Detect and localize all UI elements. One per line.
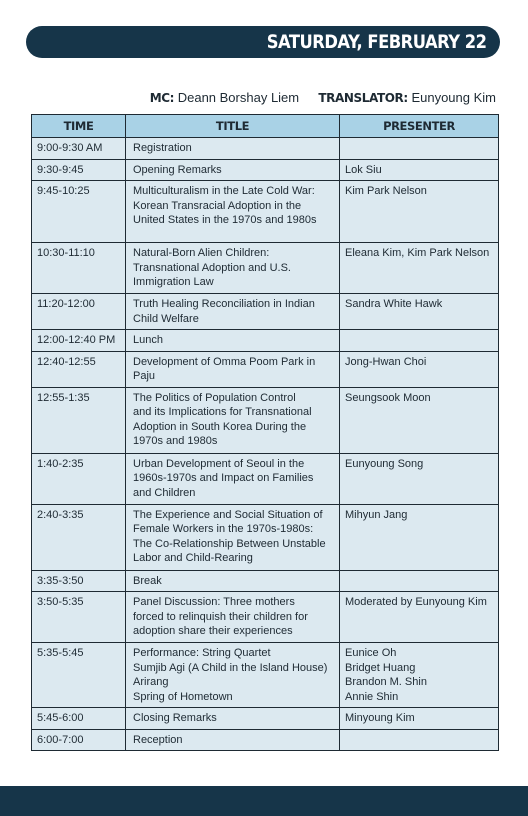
- time-cell: 9:45-10:25: [32, 181, 126, 243]
- presenter-cell: [340, 138, 499, 160]
- presenter-cell: [340, 387, 499, 453]
- title-cell: [126, 504, 340, 570]
- title-line: Arirang: [133, 676, 169, 688]
- day-header-bar: [26, 26, 500, 58]
- title-line: Panel Discussion: Three mothers: [133, 596, 295, 608]
- title-cell: [126, 159, 340, 181]
- title-line: Natural-Born Alien Children:: [133, 247, 270, 259]
- presenter-name: Eunyoung Song: [345, 457, 424, 470]
- presenter-cell: [340, 159, 499, 181]
- title-line: Registration: [133, 142, 192, 154]
- table-row: [32, 387, 499, 453]
- title-cell: [126, 243, 340, 294]
- table-row: [32, 243, 499, 294]
- time-cell: 3:35-3:50: [32, 570, 126, 592]
- title-line: United States in the 1970s and 1980s: [133, 214, 317, 226]
- title-line: Truth Healing Reconciliation in Indian: [133, 298, 315, 310]
- title-line: and Children: [133, 486, 196, 499]
- presenter-name: Brandon M. Shin: [345, 676, 427, 688]
- title-line: Paju: [133, 370, 156, 382]
- presenter-cell: [340, 592, 499, 643]
- presenter-name: Eunice Oh: [345, 647, 397, 659]
- title-line: Lunch: [133, 334, 163, 346]
- time-column-header: TIME: [32, 115, 126, 138]
- table-header-row: [32, 115, 499, 138]
- table-row: [32, 592, 499, 643]
- title-line: Spring of Hometown: [133, 690, 233, 703]
- title-line: Sumjib Agi (A Child in the Island House): [133, 661, 328, 674]
- title-cell: [126, 387, 340, 453]
- presenter-column-header: PRESENTER: [340, 115, 499, 138]
- table-row: [32, 138, 499, 160]
- title-line: Multiculturalism in the Late Cold War:: [133, 185, 315, 197]
- title-line: The Experience and Social Situation of: [133, 508, 323, 521]
- time-cell: 12:55-1:35: [32, 387, 126, 453]
- presenter-cell: [340, 504, 499, 570]
- table-row: [32, 729, 499, 751]
- title-line: Opening Remarks: [133, 163, 222, 176]
- day-title: SATURDAY, FEBRUARY 22: [266, 31, 486, 53]
- title-line: Adoption in South Korea During the: [133, 420, 307, 433]
- title-cell: [126, 138, 340, 160]
- time-cell: 12:00-12:40 PM: [32, 330, 126, 352]
- time-cell: 6:00-7:00: [32, 729, 126, 751]
- title-line: 1960s-1970s and Impact on Families: [133, 472, 314, 484]
- presenter-cell: [340, 243, 499, 294]
- title-line: The Politics of Population Control: [133, 391, 296, 404]
- footer-bar: [0, 786, 528, 816]
- presenter-name: Annie Shin: [345, 690, 399, 703]
- event-credits: [150, 89, 496, 107]
- presenter-cell: [340, 570, 499, 592]
- title-cell: [126, 729, 340, 751]
- presenter-name: Jong-Hwan Choi: [345, 355, 427, 368]
- title-line: Performance: String Quartet: [133, 647, 271, 659]
- presenter-cell: [340, 330, 499, 352]
- time-cell: 5:45-6:00: [32, 708, 126, 730]
- title-cell: [126, 708, 340, 730]
- title-cell: [126, 592, 340, 643]
- title-line: Reception: [133, 733, 183, 746]
- table-row: [32, 504, 499, 570]
- title-line: 1970s and 1980s: [133, 435, 218, 447]
- table-row: [32, 351, 499, 387]
- table-row: [32, 643, 499, 708]
- presenter-cell: [340, 708, 499, 730]
- title-cell: [126, 643, 340, 708]
- table-row: [32, 453, 499, 504]
- table-row: [32, 159, 499, 181]
- title-line: Korean Transracial Adoption in the: [133, 199, 302, 212]
- title-cell: [126, 330, 340, 352]
- presenter-cell: [340, 181, 499, 243]
- title-line: Female Workers in the 1970s-1980s:: [133, 523, 314, 535]
- title-line: Labor and Child-Rearing: [133, 552, 253, 564]
- time-cell: 10:30-11:10: [32, 243, 126, 294]
- time-cell: 11:20-12:00: [32, 294, 126, 330]
- presenter-name: Bridget Huang: [345, 661, 416, 674]
- time-cell: 12:40-12:55: [32, 351, 126, 387]
- table-row: [32, 294, 499, 330]
- title-line: adoption share their experiences: [133, 625, 293, 637]
- title-line: forced to relinquish their children for: [133, 610, 308, 623]
- title-cell: [126, 351, 340, 387]
- mc-label: MC:: [149, 91, 175, 105]
- time-cell: 9:30-9:45: [32, 159, 126, 181]
- time-cell: 5:35-5:45: [32, 643, 126, 708]
- table-row: [32, 330, 499, 352]
- time-cell: 2:40-3:35: [32, 504, 126, 570]
- title-line: and its Implications for Transnational: [133, 406, 312, 418]
- title-line: The Co-Relationship Between Unstable: [133, 537, 326, 550]
- presenter-name: Seungsook Moon: [345, 391, 431, 404]
- translator-label: TRANSLATOR:: [318, 91, 408, 105]
- table-row: [32, 708, 499, 730]
- presenter-name: Mihyun Jang: [345, 508, 408, 521]
- table-row: [32, 570, 499, 592]
- title-line: Urban Development of Seoul in the: [133, 457, 305, 470]
- presenter-cell: [340, 294, 499, 330]
- title-line: Break: [133, 574, 162, 587]
- presenter-name: Sandra White Hawk: [345, 298, 443, 310]
- presenter-cell: [340, 729, 499, 751]
- schedule-table: [31, 114, 499, 751]
- title-line: Immigration Law: [133, 276, 214, 288]
- title-line: Closing Remarks: [133, 712, 217, 724]
- presenter-name: Lok Siu: [345, 163, 382, 176]
- table-row: [32, 181, 499, 243]
- title-line: Child Welfare: [133, 312, 199, 325]
- title-cell: [126, 181, 340, 243]
- title-cell: [126, 453, 340, 504]
- title-line: Transnational Adoption and U.S.: [133, 261, 291, 274]
- title-line: Development of Omma Poom Park in: [133, 355, 316, 368]
- mc-name: Deann Borshay Liem: [177, 90, 300, 105]
- presenter-name: Minyoung Kim: [345, 712, 415, 724]
- presenter-name: Moderated by Eunyoung Kim: [345, 596, 487, 608]
- title-column-header: TITLE: [126, 115, 340, 138]
- time-cell: 3:50-5:35: [32, 592, 126, 643]
- presenter-name: Eleana Kim, Kim Park Nelson: [345, 247, 490, 259]
- presenter-cell: [340, 643, 499, 708]
- presenter-name: Kim Park Nelson: [345, 185, 427, 197]
- time-cell: 1:40-2:35: [32, 453, 126, 504]
- time-cell: 9:00-9:30 AM: [32, 138, 126, 160]
- presenter-cell: [340, 453, 499, 504]
- translator-name: Eunyoung Kim: [411, 90, 496, 105]
- presenter-cell: [340, 351, 499, 387]
- title-cell: [126, 294, 340, 330]
- schedule-body: [32, 138, 499, 751]
- title-cell: [126, 570, 340, 592]
